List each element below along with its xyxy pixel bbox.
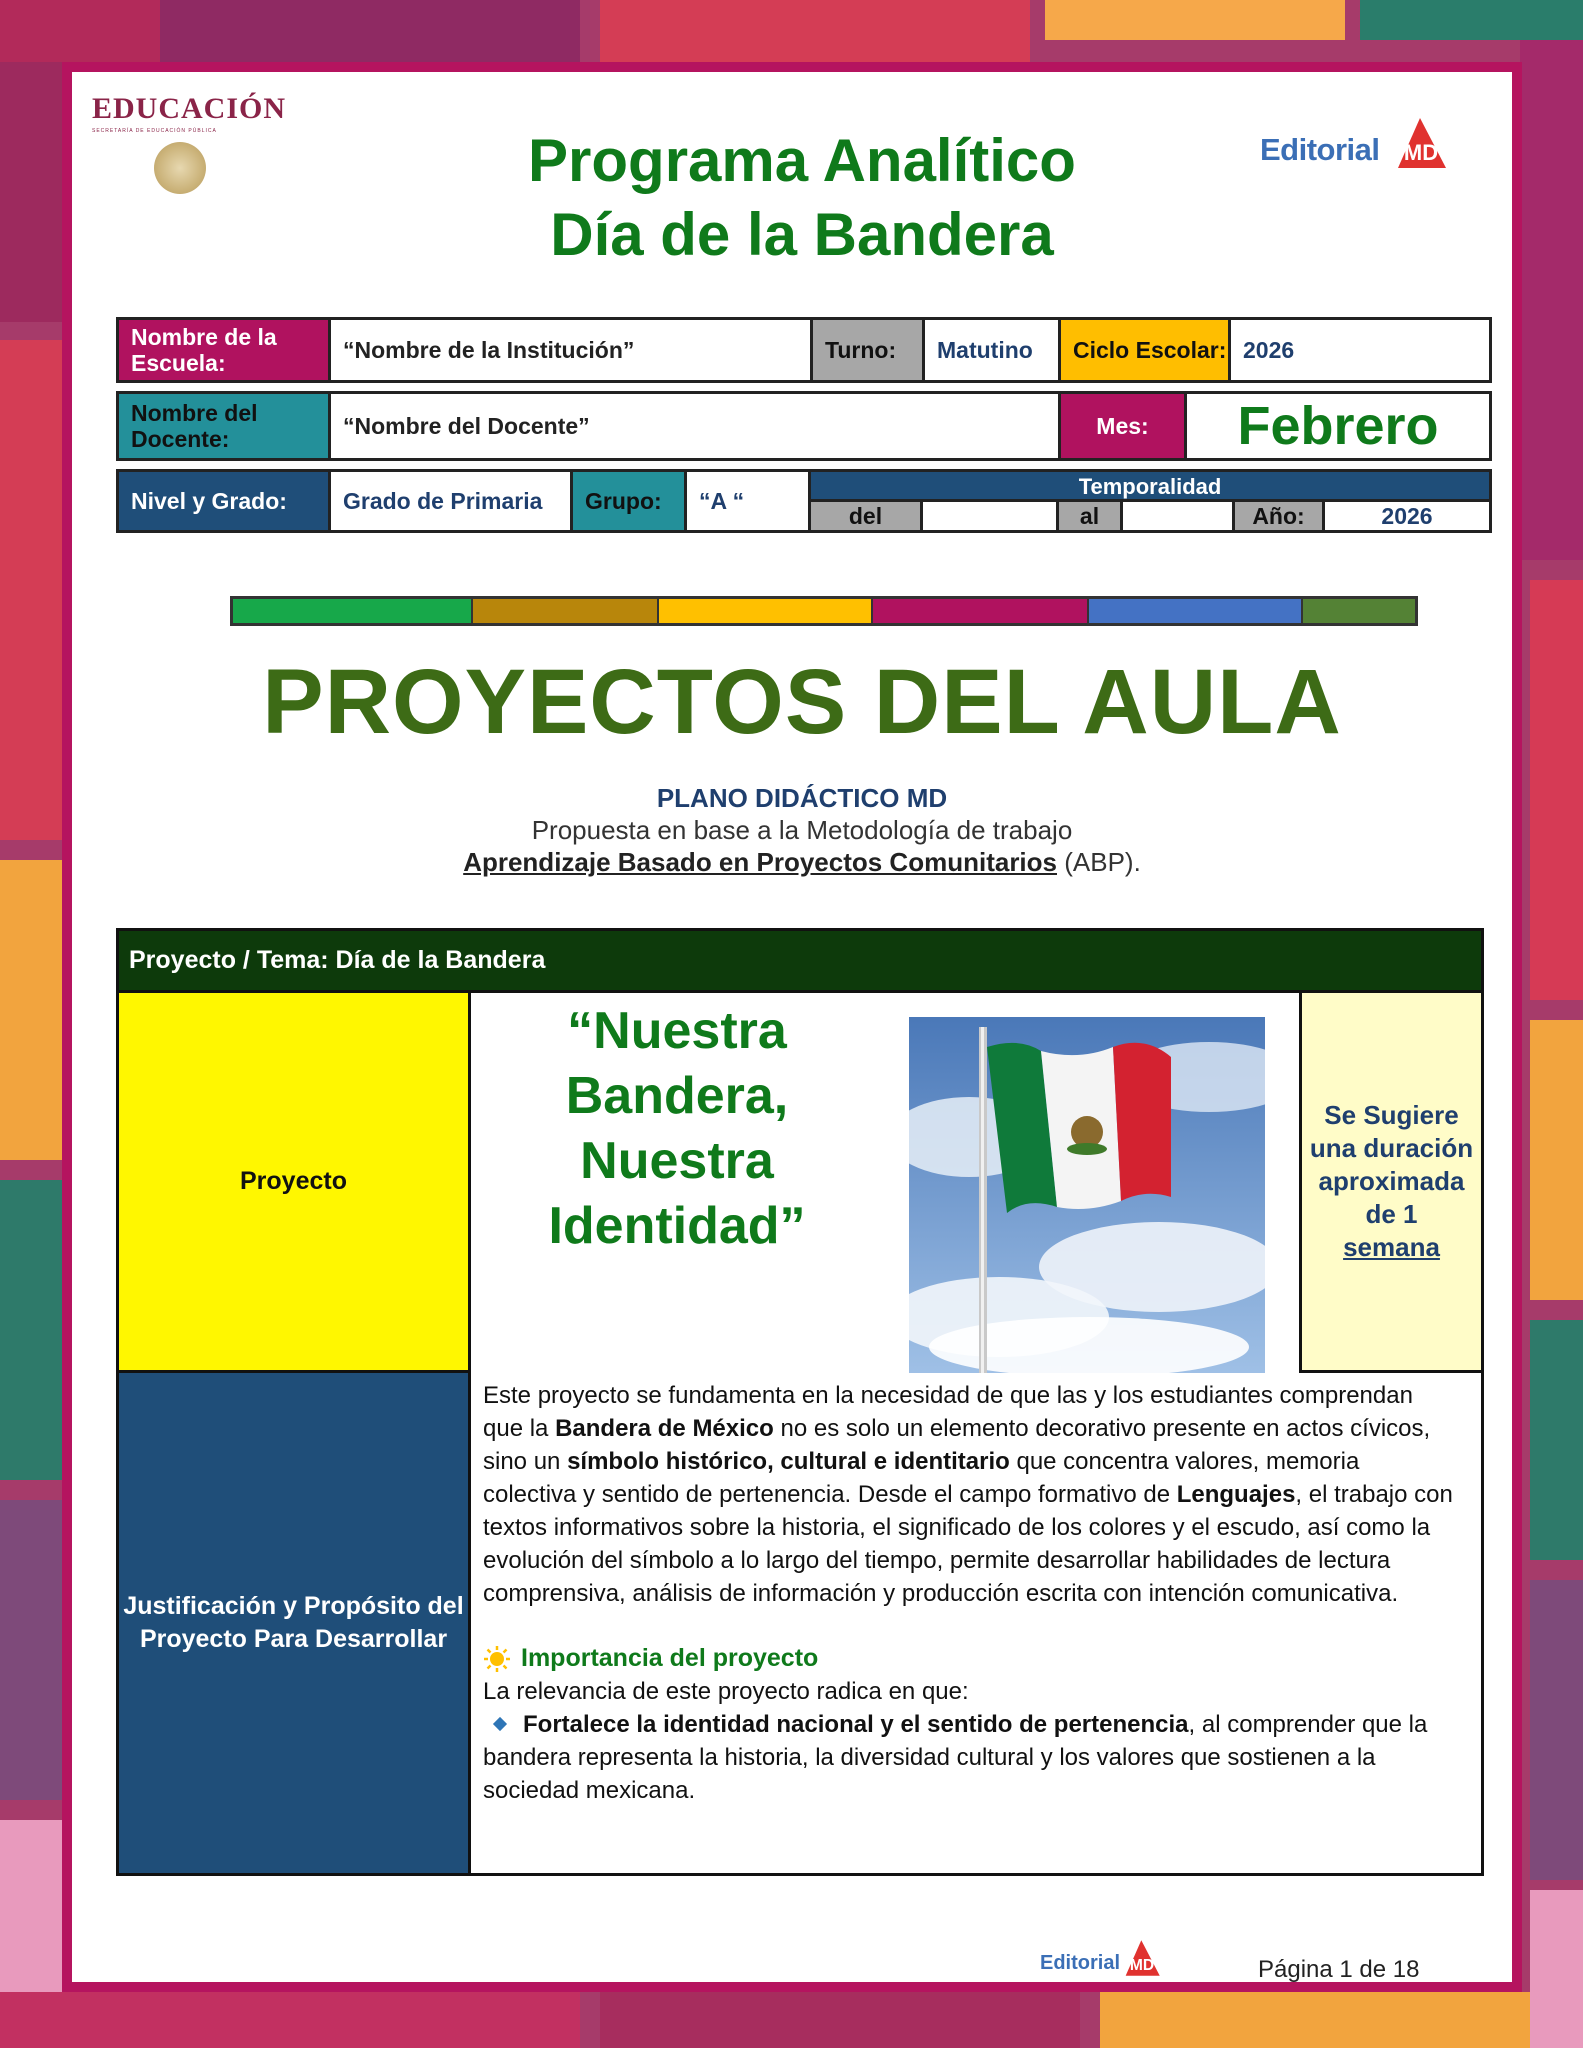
duration-note: [1299, 993, 1481, 1373]
diamond-bullet-icon: [493, 1717, 507, 1731]
bg-tile: [0, 0, 160, 62]
bg-tile: [0, 62, 62, 322]
document-page: [62, 62, 1522, 1992]
mexican-flag-image: [909, 1017, 1265, 1373]
text-bold: Bandera de México: [555, 1415, 774, 1442]
methodology-link[interactable]: Aprendizaje Basado en Proyectos Comunitarios: [463, 847, 1057, 877]
del-label: del: [811, 502, 923, 530]
bullet-rest: , al comprender que la bandera representa la historia, la diversidad cultural y los valores que sostienen a la sociedad mexicana.: [483, 1711, 1428, 1804]
text-segment: no es solo un elemento decorativo presente en actos cívicos, sino un: [483, 1415, 1431, 1475]
bg-tile: [1360, 0, 1583, 40]
strip-segment: [233, 599, 473, 623]
bg-tile: [1045, 0, 1345, 40]
sun-icon: [483, 1645, 511, 1673]
project-label: Proyecto: [119, 993, 471, 1373]
justificacion-label: Justificación y Propósito del Proyecto Para Desarrollar: [119, 1373, 471, 1873]
page-title: [372, 124, 1232, 272]
bg-tile: [0, 1180, 62, 1480]
bg-tile: [0, 1500, 62, 1800]
info-row-nivel: [116, 469, 1492, 533]
info-row-docente: [116, 391, 1492, 461]
bg-tile: [1100, 1992, 1530, 2048]
strip-segment: [873, 599, 1089, 623]
bg-tile: [1530, 1580, 1583, 1880]
project-table: [116, 928, 1484, 1876]
nivel-value[interactable]: Grado de Primaria: [331, 472, 573, 530]
justificacion-text: [483, 1379, 1459, 1807]
project-title: “Nuestra Bandera, Nuestra Identidad”: [548, 1002, 806, 1255]
title-line-2: Día de la Bandera: [550, 201, 1054, 268]
text-segment: que concentra valores, memoria colectiva y sentido de pertenencia. Desde el campo formativo de: [483, 1448, 1360, 1508]
editorial-md-logo: [1260, 102, 1460, 192]
importancia-intro: La relevancia de este proyecto radica en que:: [483, 1678, 969, 1705]
bg-tile: [600, 1992, 1080, 2048]
national-seal-icon: [154, 142, 206, 194]
text-segment: Este proyecto se fundamenta en la necesidad de que las y los estudiantes comprendan que la: [483, 1382, 1413, 1442]
del-value[interactable]: [923, 502, 1059, 530]
plano-title: PLANO DIDÁCTICO MD: [656, 783, 948, 813]
bg-tile: [0, 1992, 580, 2048]
importancia-title: Importancia del proyecto: [521, 1644, 819, 1672]
bg-tile: [160, 0, 580, 62]
bg-tile: [0, 340, 62, 840]
al-value[interactable]: [1123, 502, 1235, 530]
sep-logo: [92, 92, 312, 134]
md-badge-icon: [1390, 112, 1452, 174]
strip-segment: [473, 599, 659, 623]
importancia-heading: [483, 1642, 1459, 1675]
bg-tile: [1530, 1020, 1583, 1300]
turno-value[interactable]: Matutino: [925, 320, 1061, 380]
text-bold: símbolo histórico, cultural e identitario: [567, 1448, 1010, 1475]
title-line-1: Programa Analítico: [528, 127, 1076, 194]
footer-md-badge-icon: [1120, 1936, 1164, 1980]
bullet-bold: Fortalece la identidad nacional y el sentido de pertenencia: [523, 1711, 1189, 1738]
justificacion-paragraph: [483, 1379, 1459, 1610]
strip-segment: [1089, 599, 1303, 623]
mes-label: Mes:: [1061, 394, 1187, 458]
docente-value[interactable]: “Nombre del Docente”: [331, 394, 1061, 458]
bg-tile: [1530, 580, 1583, 1000]
strip-segment: [1303, 599, 1415, 623]
turno-label: Turno:: [813, 320, 925, 380]
anio-value[interactable]: 2026: [1381, 503, 1433, 529]
editorial-logo-text: Editorial: [1260, 132, 1380, 167]
methodology-suffix: (ABP).: [1057, 847, 1141, 877]
sep-logo-word: EDUCACIÓN: [92, 92, 287, 125]
bg-tile: [1530, 1890, 1583, 2048]
footer-editorial-text: Editorial: [1040, 1952, 1121, 1974]
mes-value[interactable]: Febrero: [1237, 396, 1439, 456]
anio-label: Año:: [1235, 502, 1325, 530]
bg-tile: [0, 860, 62, 1160]
temporalidad-dates: [811, 502, 1489, 530]
page-number: Página 1 de 18: [1258, 1956, 1420, 1983]
docente-label: Nombre del Docente:: [119, 394, 331, 458]
footer-editorial-logo: [1040, 1936, 1190, 1988]
school-value[interactable]: “Nombre de la Institución”: [331, 320, 813, 380]
ciclo-label: Ciclo Escolar:: [1061, 320, 1231, 380]
temporalidad-block: [811, 472, 1489, 530]
bg-tile: [1530, 1320, 1583, 1560]
info-row-school: [116, 317, 1492, 383]
duration-link[interactable]: semana: [1343, 1232, 1440, 1262]
bg-tile: [600, 0, 1030, 62]
al-label: al: [1059, 502, 1123, 530]
plano-didactico-block: [72, 782, 1532, 878]
plano-methodology: [72, 846, 1532, 878]
nivel-label: Nivel y Grado:: [119, 472, 331, 530]
color-strip: [230, 596, 1418, 626]
strip-segment: [659, 599, 873, 623]
footer-md-badge-text: MD: [1129, 1957, 1155, 1975]
duration-text: Se Sugiere una duración aproximada de 1: [1309, 1100, 1474, 1229]
grupo-value[interactable]: “A “: [687, 472, 811, 530]
bg-tile: [1520, 40, 1583, 560]
md-badge-text: MD: [1403, 140, 1439, 165]
grupo-label: Grupo:: [573, 472, 687, 530]
project-header: Proyecto / Tema: Día de la Bandera: [119, 931, 1481, 993]
temporalidad-label: Temporalidad: [811, 472, 1489, 502]
main-heading: PROYECTOS DEL AULA: [262, 651, 1342, 753]
plano-subtitle: Propuesta en base a la Metodología de trabajo: [531, 815, 1073, 845]
school-label: Nombre de la Escuela:: [119, 320, 331, 380]
text-segment: , el trabajo con textos informativos sobre la historia, el significado de los colores y el escudo, así como la evolución del símbolo a lo largo del tiempo, permite desarrollar habilidades de lectura comprensiva, análisis de información y producción escrita con intención comunicativa.: [483, 1481, 1453, 1607]
importancia-bullet: [483, 1708, 1459, 1807]
ciclo-value[interactable]: 2026: [1243, 337, 1295, 363]
text-bold: Lenguajes: [1176, 1481, 1296, 1508]
sep-logo-sub: SECRETARÍA DE EDUCACIÓN PÚBLICA: [92, 128, 217, 134]
